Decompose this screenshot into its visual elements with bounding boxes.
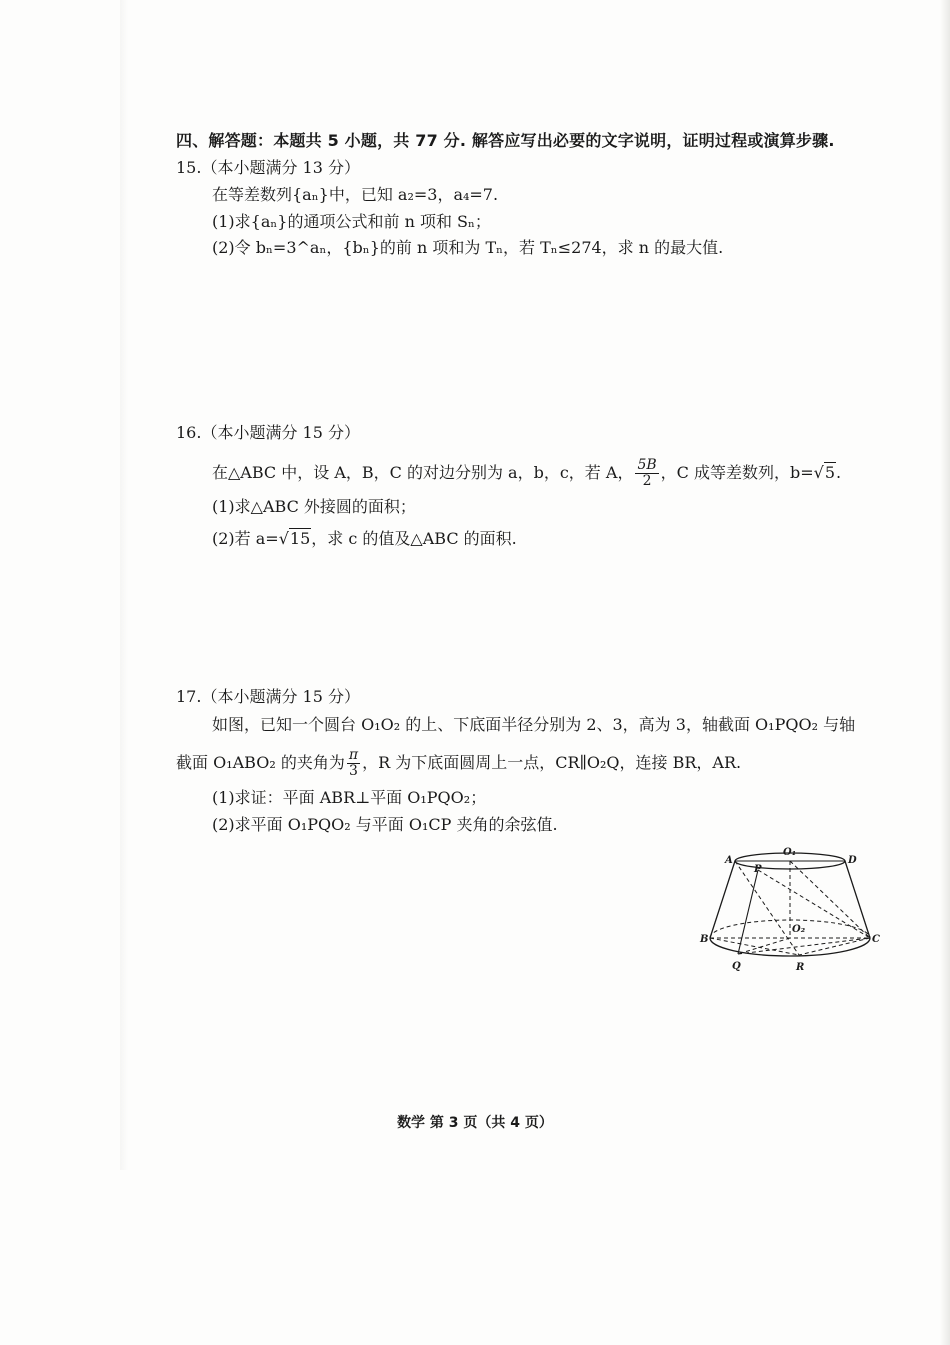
q15-part1: (1)求{aₙ}的通项公式和前 n 项和 Sₙ； — [212, 212, 491, 231]
q16-part2-sqrt-value: 15 — [289, 529, 311, 548]
q17-frac-num: π — [348, 747, 359, 763]
q16-stem-b: ，C 成等差数列，b= — [660, 463, 814, 482]
q16-part1: (1)求△ABC 外接圆的面积； — [212, 497, 416, 516]
label-Q: Q — [732, 961, 741, 972]
label-R: R — [796, 962, 805, 973]
bottom-base-back-arc — [710, 920, 870, 938]
q16-part2-sqrt — [279, 528, 312, 550]
label-B: B — [700, 934, 709, 945]
q17-part2: (2)求平面 O₁PQO₂ 与平面 O₁CP 夹角的余弦值. — [212, 815, 558, 834]
q17-frac-den: 3 — [349, 763, 358, 779]
q17-stem-line2 — [176, 748, 741, 779]
q16-stem — [212, 458, 841, 489]
q17-stem-line1: 如图，已知一个圆台 O₁O₂ 的上、下底面半径分别为 2、3，高为 3，轴截面 O₁PQO₂ 与轴 — [212, 715, 856, 734]
segment-PC — [758, 870, 870, 938]
q15-part2: (2)令 bₙ=3^aₙ，{bₙ}的前 n 项和为 Tₙ，若 Tₙ≤274，求 n 的最大值. — [212, 238, 724, 257]
q16-frac-num: 5B — [637, 457, 657, 473]
label-O2: O₂ — [792, 924, 806, 935]
q17-part1: (1)求证：平面 ABR⊥平面 O₁PQO₂； — [212, 788, 487, 807]
label-D: D — [848, 855, 857, 866]
q16-part2-sqrt-symbol: √ — [278, 529, 289, 548]
q17-heading: 17.（本小题满分 15 分） — [176, 687, 360, 706]
q16-sqrt — [814, 462, 836, 484]
page-footer: 数学 第 3 页（共 4 页） — [397, 1115, 553, 1131]
frustum-figure — [695, 842, 885, 982]
label-O1: O₁ — [783, 847, 797, 858]
scan-shadow — [120, 0, 128, 1170]
label-P: P — [754, 864, 762, 875]
q16-sqrt-symbol: √ — [813, 463, 824, 482]
q16-frac-den: 2 — [642, 473, 652, 489]
q16-stem-end: . — [836, 463, 842, 482]
label-A: A — [725, 855, 733, 866]
label-C: C — [872, 934, 880, 945]
q15-heading: 15.（本小题满分 13 分） — [176, 158, 360, 177]
q17-stem2-a: 截面 O₁ABO₂ 的夹角为 — [176, 753, 345, 772]
q16-fraction — [635, 458, 658, 489]
scan-edge — [940, 0, 950, 1345]
q16-part2-b: ，求 c 的值及△ABC 的面积. — [311, 529, 517, 548]
q16-stem-a: 在△ABC 中，设 A，B，C 的对边分别为 a，b，c，若 A， — [212, 463, 634, 482]
q16-heading: 16.（本小题满分 15 分） — [176, 423, 360, 442]
q15-stem: 在等差数列{aₙ}中，已知 a₂=3，a₄=7. — [212, 185, 499, 204]
left-generatrix — [710, 861, 735, 938]
q17-fraction — [347, 748, 360, 779]
q16-part2-a: (2)若 a= — [212, 529, 279, 548]
q16-sqrt-value: 5 — [824, 463, 836, 482]
section-header: 四、解答题：本题共 5 小题，共 77 分. 解答应写出必要的文字说明，证明过程或演算步骤. — [176, 131, 835, 150]
q16-part2 — [212, 528, 517, 550]
segment-PQ — [738, 870, 758, 954]
q17-stem2-b: ，R 为下底面圆周上一点，CR∥O₂Q，连接 BR，AR. — [362, 753, 742, 772]
segment-QC — [738, 938, 870, 954]
